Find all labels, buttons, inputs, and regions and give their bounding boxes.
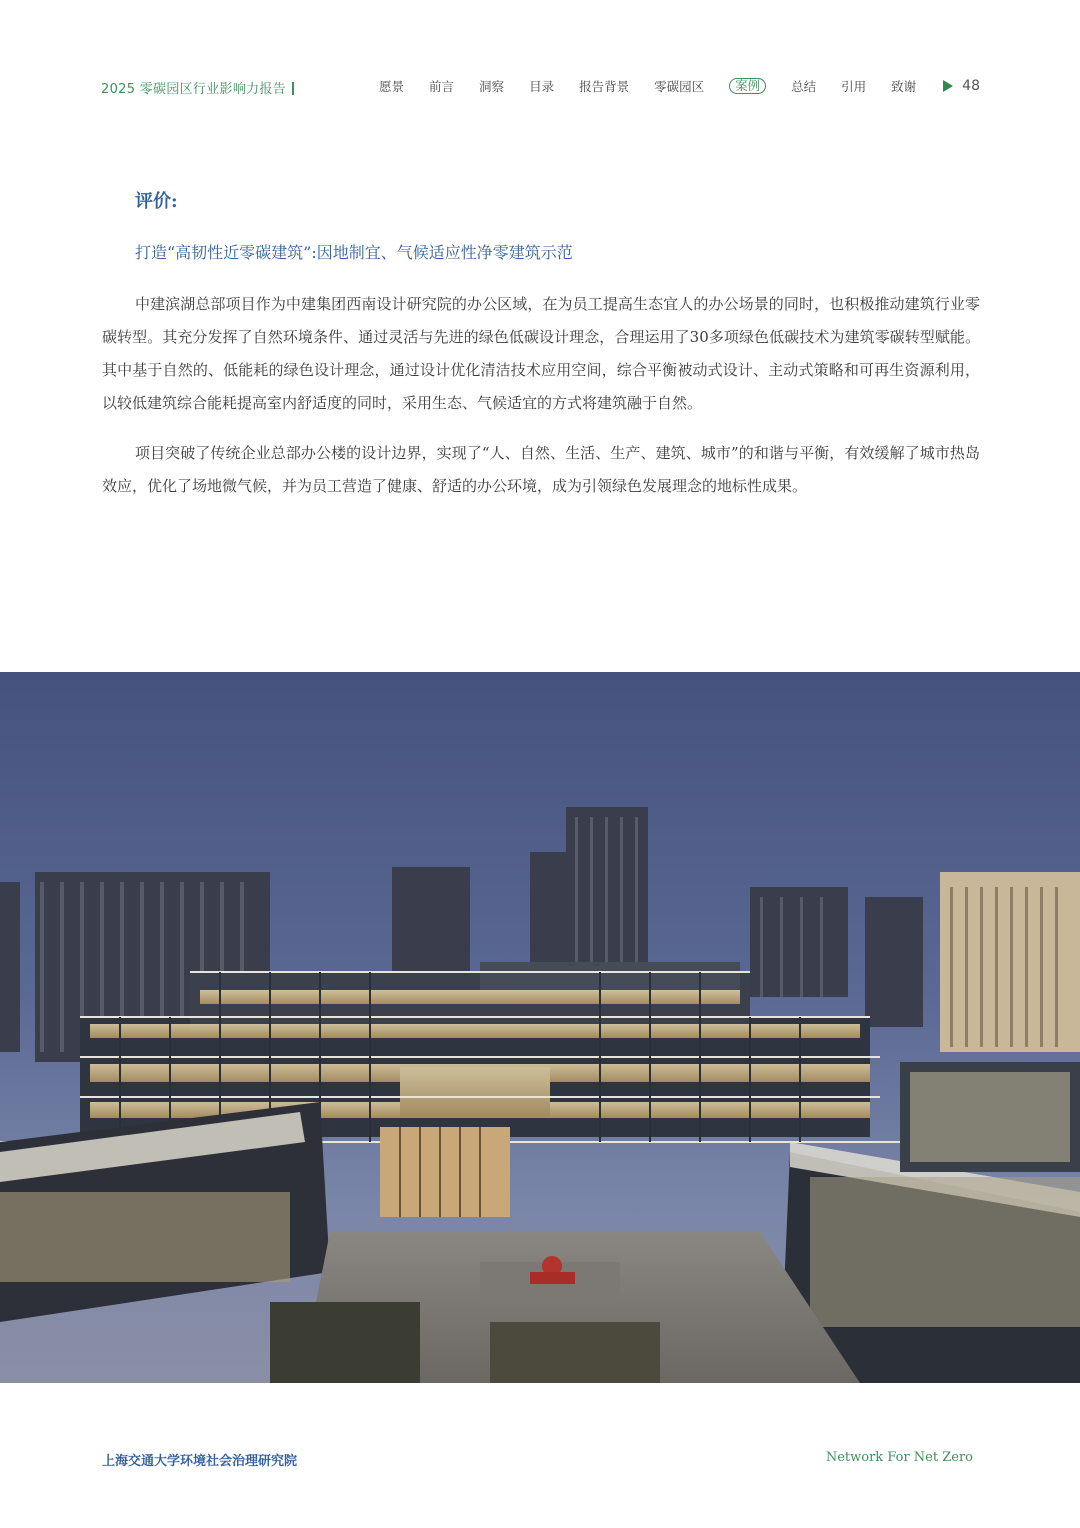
nav-item-zero-carbon-parks[interactable]: 零碳园区 bbox=[654, 79, 705, 94]
play-arrow-icon[interactable] bbox=[943, 80, 953, 92]
nav-item-contents[interactable]: 目录 bbox=[529, 79, 555, 94]
body-paragraph-1: 中建滨湖总部项目作为中建集团西南设计研究院的办公区域，在为员工提高生态宜人的办公场景的同时，也积极推动建筑行业零碳转型。其充分发挥了自然环境条件、通过灵活与先进的绿色低碳设计理念，合理运用了30多项绿色低碳技术为建筑零碳转型赋能。其中基于自然的、低能耗的绿色设计理念，通过设计优化清洁技术应用空间，综合平衡被动式设计、主动式策略和可再生资源利用，以较低建筑综合能耗提高室内舒适度的同时，采用生态、气候适宜的方式将建筑融于自然。 bbox=[102, 295, 980, 412]
campus-night-photo bbox=[0, 672, 1080, 1383]
body-paragraph-2: 项目突破了传统企业总部办公楼的设计边界，实现了“人、自然、生活、生产、建筑、城市”的和谐与平衡，有效缓解了城市热岛效应，优化了场地微气候，并为员工营造了健康、舒适的办公环境，成为引领绿色发展理念的地标性成果。 bbox=[102, 444, 980, 495]
nav-item-preface[interactable]: 前言 bbox=[429, 79, 455, 94]
section-subheading: 打造“高韧性近零碳建筑”:因地制宜、气候适应性净零建筑示范 bbox=[135, 243, 573, 262]
report-title-text: 2025 零碳园区行业影响力报告 bbox=[101, 82, 287, 97]
footer-network: Network For Net Zero bbox=[825, 1450, 973, 1465]
nav-item-insights[interactable]: 洞察 bbox=[479, 79, 505, 94]
title-divider bbox=[292, 82, 294, 95]
nav-item-vision[interactable]: 愿景 bbox=[379, 79, 405, 94]
page-number: 48 bbox=[962, 78, 980, 94]
nav-item-summary[interactable]: 总结 bbox=[791, 79, 817, 94]
footer-institute: 上海交通大学环境社会治理研究院 bbox=[102, 1454, 298, 1469]
nav-item-cases[interactable]: 案例 bbox=[729, 78, 766, 94]
nav-item-acknowledgements[interactable]: 致谢 bbox=[891, 79, 917, 94]
page-header bbox=[0, 70, 1080, 102]
campus-night-illustration bbox=[0, 672, 1080, 1383]
nav-item-references[interactable]: 引用 bbox=[841, 79, 867, 94]
top-nav bbox=[354, 74, 980, 98]
nav-item-background[interactable]: 报告背景 bbox=[579, 79, 630, 94]
section-heading: 评价: bbox=[135, 191, 178, 212]
report-title bbox=[101, 78, 294, 97]
